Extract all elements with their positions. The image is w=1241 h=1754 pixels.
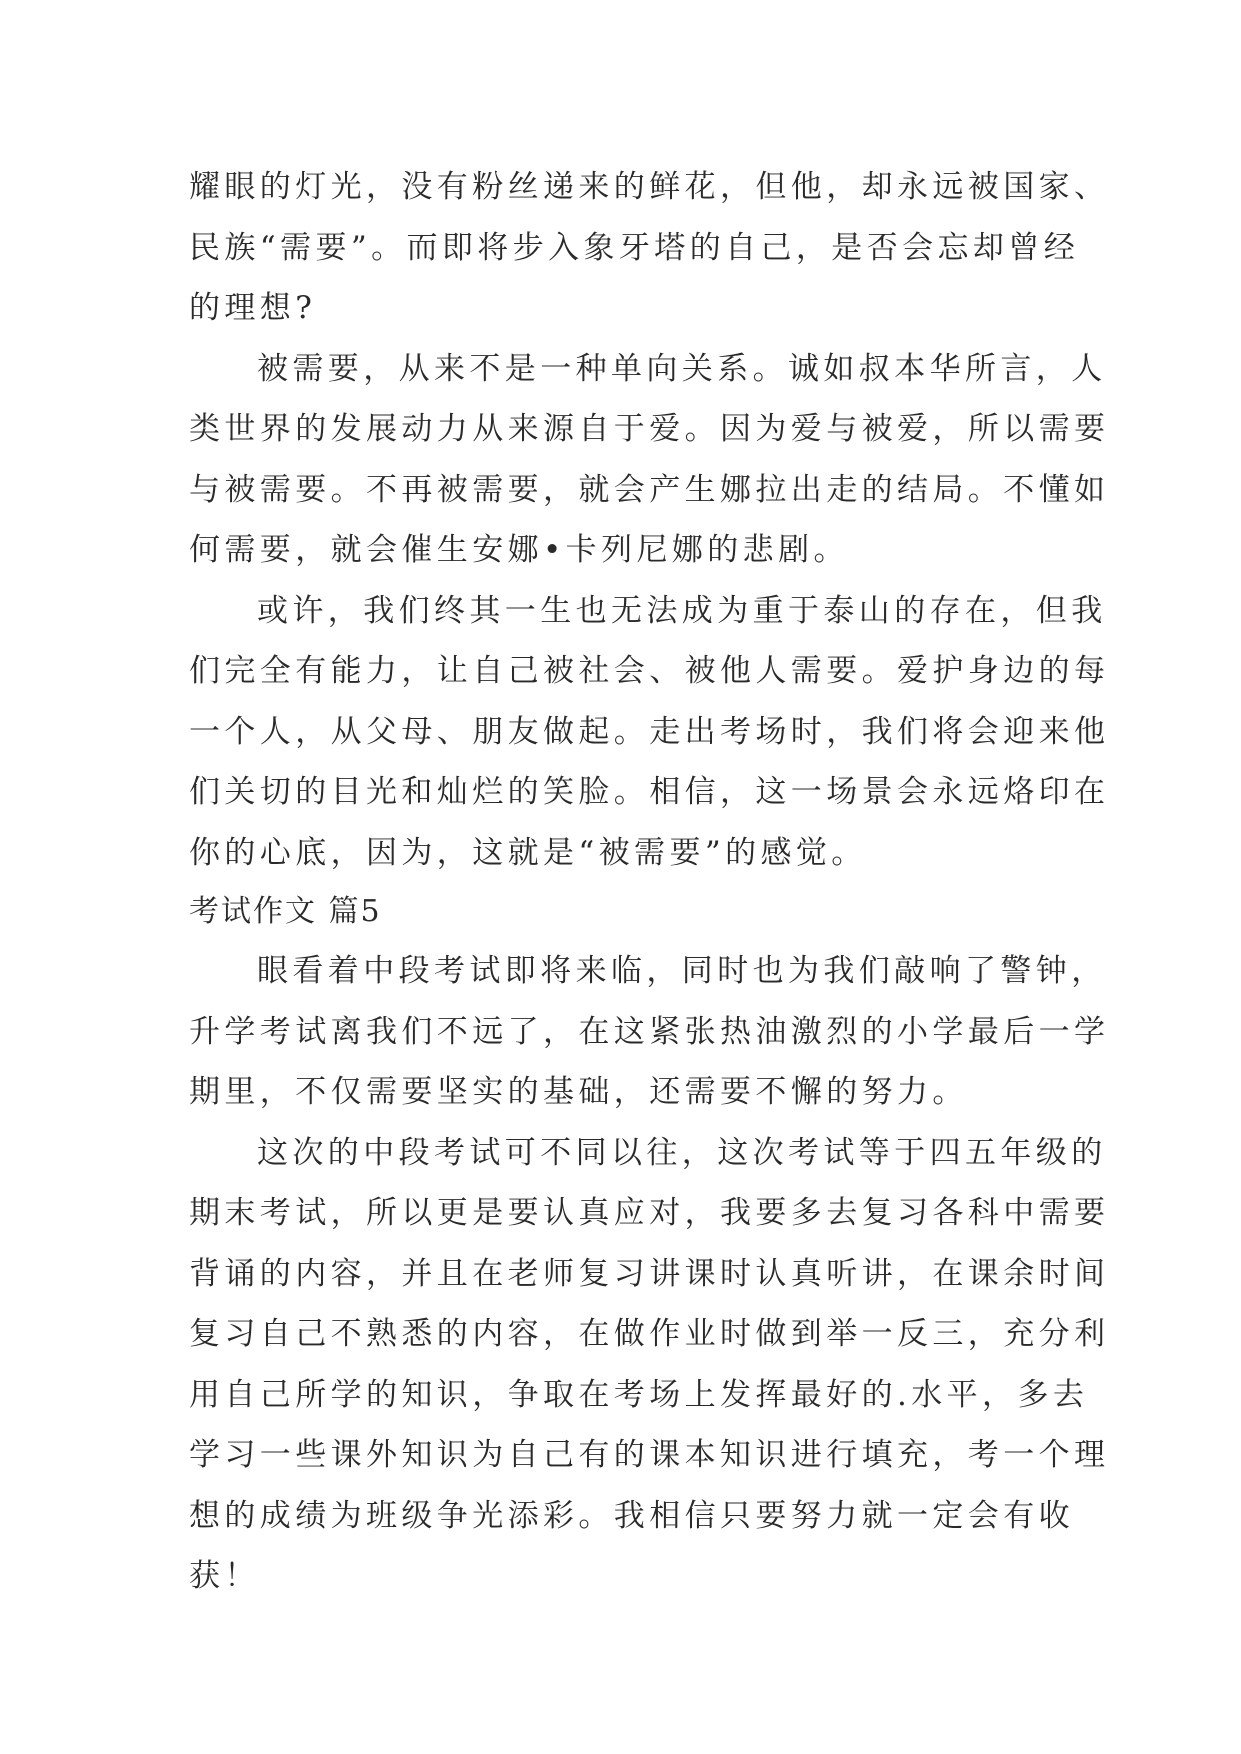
text-line: 期末考试，所以更是要认真应对，我要多去复习各科中需要	[189, 1195, 1110, 1231]
paragraph	[189, 581, 1110, 884]
text-line: 或许，我们终其一生也无法成为重于泰山的存在，但我	[257, 592, 1107, 629]
text-line: 耀眼的灯光，没有粉丝递来的鲜花，但他，却永远被国家、	[189, 169, 1110, 205]
text-line: 背诵的内容，并且在老师复习讲课时认真听讲，在课余时间	[189, 1255, 1110, 1292]
text-line: 与被需要。不再被需要，就会产生娜拉出走的结局。不懂如	[189, 471, 1110, 508]
text-line: 民族“需要”。而即将步入象牙塔的自己，是否会忘却曾经	[189, 229, 1080, 266]
text-line: 何需要，就会催生安娜•卡列尼娜的悲剧。	[189, 532, 849, 568]
document-page	[189, 157, 1110, 1607]
text-line: 复习自己不熟悉的内容，在做作业时做到举一反三，充分利	[189, 1316, 1110, 1352]
text-line: 获！	[189, 1558, 260, 1594]
text-line: 想的成绩为班级争光添彩。我相信只要努力就一定会有收	[189, 1497, 1074, 1534]
text-line: 学习一些课外知识为自己有的课本知识进行填充，考一个理	[189, 1437, 1110, 1473]
text-line: 们完全有能力，让自己被社会、被他人需要。爱护身边的每	[189, 653, 1110, 689]
text-line: 用自己所学的知识，争取在考场上发挥最好的.水平，多去	[189, 1376, 1089, 1413]
paragraph	[189, 1123, 1110, 1607]
paragraph	[189, 339, 1110, 581]
text-line: 眼看着中段考试即将来临，同时也为我们敲响了警钟，	[257, 953, 1107, 989]
text-line: 们关切的目光和灿烂的笑脸。相信，这一场景会永远烙印在	[189, 774, 1110, 810]
paragraph	[189, 157, 1110, 339]
paragraph	[189, 941, 1110, 1123]
section-heading: 考试作文 篇5	[189, 894, 382, 929]
text-line: 升学考试离我们不远了，在这紧张热油激烈的小学最后一学	[189, 1013, 1110, 1050]
text-line: 类世界的发展动力从来源自于爱。因为爱与被爱，所以需要	[189, 411, 1110, 447]
text-line: 被需要，从来不是一种单向关系。诚如叔本华所言，人	[257, 350, 1107, 387]
text-line: 你的心底，因为，这就是“被需要”的感觉。	[189, 834, 867, 871]
text-line: 的理想?	[189, 290, 317, 326]
text-line: 这次的中段考试可不同以往，这次考试等于四五年级的	[257, 1134, 1107, 1171]
text-line: 一个人，从父母、朋友做起。走出考场时，我们将会迎来他	[189, 713, 1110, 750]
text-line: 期里，不仅需要坚实的基础，还需要不懈的努力。	[189, 1074, 968, 1110]
